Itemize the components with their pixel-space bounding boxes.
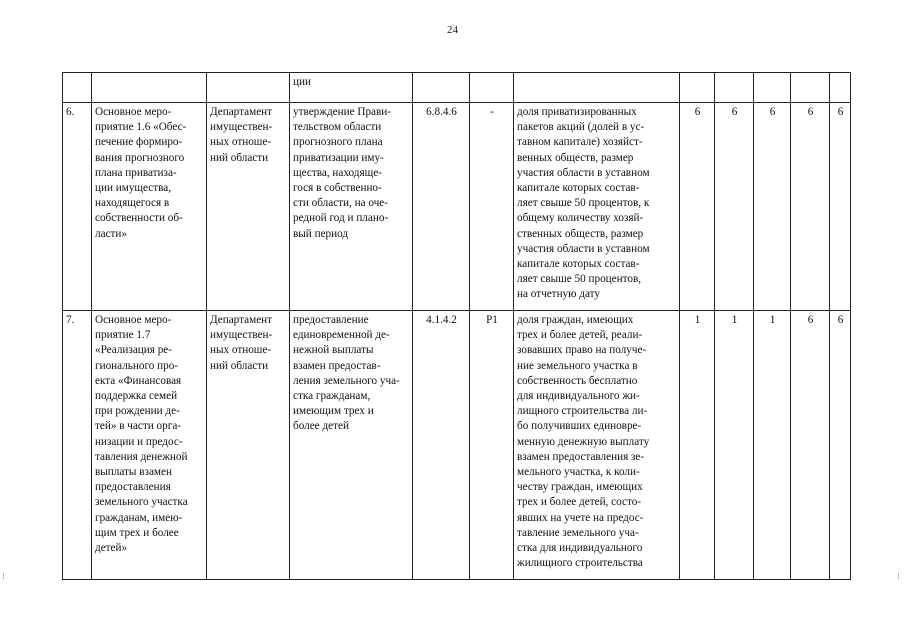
executor-text: Департамент имуществен- ных отноше- ний области (210, 106, 273, 164)
expected-result (290, 311, 413, 580)
program-events-table (62, 72, 851, 580)
scan-edge-mark-right: ⁝ (897, 571, 900, 581)
cell (514, 73, 680, 103)
indicator (514, 311, 680, 580)
cell-result-continued: ции (290, 73, 413, 103)
flag: - (470, 103, 514, 311)
cell (754, 73, 791, 103)
expected-result-text: предоставление единовременной де- нежной выплаты взамен предостав- ления земельного уча- стка гражданам, имеющим трех и более детей (293, 314, 400, 433)
indicator (514, 103, 680, 311)
event-name (92, 311, 207, 580)
event-name-text: Основное меро- приятие 1.7 «Реализация ре- гионального про- екта «Финансовая поддержка семей при рождении де- тей» в части орга- низации и предос- тавления денежной выплаты взамен предоставления земельного участка гражданам, имею- щим трех и более детей» (95, 314, 188, 555)
value: 6 (715, 103, 754, 311)
event-name-text: Основное меро- приятие 1.6 «Обес- печение формиро- вания прогнозного плана приватиза- ции имущества, находящегося в собственности об- ласти» (95, 106, 187, 240)
indicator-text: доля приватизированных пакетов акций (долей в ус- тавном капитале) хозяйст- венных обществ, размер участия области в уставном капитале которых состав- ляет свыше 50 процентов, к общему количеству хозяй- ственных обществ, размер участия области в уставном капитале которых состав- ляет свыше 50 процентов, на отчетную дату (517, 106, 650, 301)
value: 6 (680, 103, 715, 311)
value: 6 (754, 103, 791, 311)
code: 4.1.4.2 (413, 311, 470, 580)
cell (63, 73, 92, 103)
value: 6 (791, 311, 830, 580)
row-number: 7. (63, 311, 92, 580)
value: 1 (715, 311, 754, 580)
expected-result-text: утверждение Прави- тельством области прогнозного плана приватизации иму- щества, находяще- гося в собственно- сти области, на оче- редной год и плано- вый период (293, 106, 392, 240)
cell (470, 73, 514, 103)
scan-edge-mark-left: ⁝ (2, 571, 5, 581)
cell (413, 73, 470, 103)
cell (830, 73, 851, 103)
indicator-text: доля граждан, имеющих трех и более детей, реали- зовавших право на получе- ние земельного участка в собственность бесплатно для индивидуального жи- лищного строительства ли- бо получивших единовре- менную денежную выплату взамен предоставления зе- мельного участка, к коли- честву граждан, имеющих трех и более детей, состо- явших на учете на предос- тавление земельного уча- стка для индивидуального жилищного строительства (517, 314, 650, 570)
page-number: 24 (447, 24, 458, 36)
value: 1 (754, 311, 791, 580)
cell (207, 73, 290, 103)
value: 1 (680, 311, 715, 580)
table-row (63, 103, 851, 311)
code: 6.8.4.6 (413, 103, 470, 311)
cell (92, 73, 207, 103)
table-row (63, 311, 851, 580)
cell (791, 73, 830, 103)
expected-result (290, 103, 413, 311)
executor (207, 311, 290, 580)
event-name (92, 103, 207, 311)
value: 6 (791, 103, 830, 311)
executor (207, 103, 290, 311)
executor-text: Департамент имуществен- ных отноше- ний области (210, 314, 273, 372)
cell (715, 73, 754, 103)
value: 6 (830, 103, 851, 311)
flag: Р1 (470, 311, 514, 580)
value: 6 (830, 311, 851, 580)
cell (680, 73, 715, 103)
row-number: 6. (63, 103, 92, 311)
continuation-row (63, 73, 851, 103)
